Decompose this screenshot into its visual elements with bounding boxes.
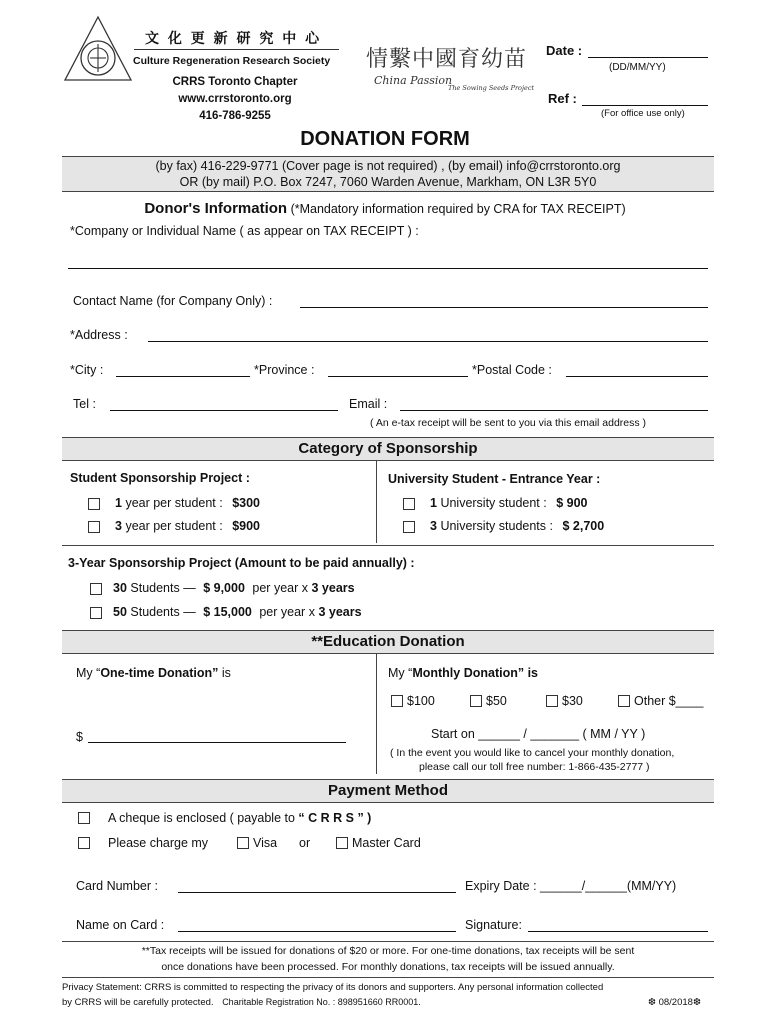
monthly-30-checkbox[interactable]	[546, 695, 558, 707]
student-sponsorship-heading: Student Sponsorship Project :	[70, 471, 250, 485]
project-logo-chinese: 情繫中國育幼苗	[366, 47, 528, 72]
signature-label: Signature:	[465, 918, 522, 932]
three-year-30-option	[113, 581, 355, 595]
postal-code-field[interactable]	[566, 376, 708, 377]
postal-code-label: *Postal Code :	[472, 363, 552, 377]
email-field[interactable]	[400, 410, 708, 411]
student-1-year-num: 1	[115, 496, 122, 510]
or-text: or	[299, 836, 311, 850]
education-band	[62, 630, 714, 654]
contact-band	[62, 156, 714, 192]
chapter-name: CRRS Toronto Chapter	[172, 76, 298, 88]
charge-card-checkbox[interactable]	[78, 837, 90, 849]
crrs-logo	[62, 14, 134, 84]
university-1-text: University student :	[440, 496, 547, 510]
privacy-text-2: by CRRS will be carefully protected.	[62, 997, 214, 1008]
monthly-50-checkbox[interactable]	[470, 695, 482, 707]
three-year-30-years: 3 years	[311, 581, 355, 595]
cheque-payee: “ C R R S ” )	[298, 811, 372, 825]
contact-line-1: (by fax) 416-229-9771 (Cover page is not required) , (by email) info@crrstoronto.org	[155, 159, 621, 173]
email-note: ( An e-tax receipt will be sent to you via this email address )	[370, 417, 647, 429]
name-on-card-field[interactable]	[178, 931, 456, 932]
one-time-prefix: My “	[76, 666, 101, 680]
footer-rule-top	[62, 941, 714, 942]
crrs-logo-icon	[62, 14, 134, 84]
three-year-50-option	[113, 605, 362, 619]
monthly-bold: Monthly Donation” is	[412, 666, 538, 680]
one-time-amount-field[interactable]	[88, 742, 346, 743]
monthly-other-label: Other $____	[634, 694, 704, 708]
name-on-card-label: Name on Card :	[76, 918, 165, 932]
ref-field[interactable]	[582, 105, 708, 106]
privacy-line-2	[62, 997, 421, 1008]
signature-field[interactable]	[528, 931, 708, 932]
card-number-label: Card Number :	[76, 879, 158, 893]
sponsorship-band	[62, 437, 714, 461]
sponsorship-divider	[376, 461, 377, 543]
monthly-start-date[interactable]: Start on ______ / _______ ( MM / YY )	[431, 727, 646, 741]
tax-note-1: **Tax receipts will be issued for donations of $20 or more. For one-time donations, tax receipts will be sent	[141, 945, 635, 957]
name-field[interactable]	[68, 268, 708, 269]
monthly-100-checkbox[interactable]	[391, 695, 403, 707]
sponsorship-rule	[62, 545, 714, 546]
card-number-field[interactable]	[178, 892, 456, 893]
university-1-option	[430, 496, 588, 510]
email-label: Email :	[349, 397, 388, 411]
payment-heading: Payment Method	[327, 782, 448, 799]
donor-heading-row	[0, 200, 770, 217]
tax-note-2: once donations have been processed. For monthly donations, tax receipts will be issued annually.	[161, 961, 615, 973]
monthly-100-label: $100	[407, 694, 435, 708]
one-time-amount-label: $	[76, 730, 83, 744]
project-logo	[366, 40, 535, 100]
city-field[interactable]	[116, 376, 250, 377]
three-year-30-num: 30	[113, 581, 127, 595]
one-time-bold: One-time Donation”	[100, 666, 219, 680]
student-1-year-amount: $300	[232, 496, 261, 510]
one-time-label	[76, 666, 231, 680]
date-field[interactable]	[588, 57, 708, 58]
cancel-note-2: please call our toll free number: 1-866-435-2777 )	[419, 761, 650, 773]
date-label: Date :	[546, 43, 583, 58]
university-heading: University Student - Entrance Year :	[388, 472, 601, 486]
three-year-50-years: 3 years	[318, 605, 362, 619]
chapter-website: www.crrstoronto.org	[178, 93, 292, 105]
student-3-year-option	[115, 519, 260, 533]
form-title: DONATION FORM	[300, 128, 470, 150]
visa-option[interactable]	[237, 836, 277, 850]
student-1-year-checkbox[interactable]	[88, 498, 100, 510]
monthly-label	[388, 666, 538, 680]
visa-label: Visa	[253, 836, 278, 850]
sponsorship-heading: Category of Sponsorship	[298, 440, 478, 457]
student-3-year-checkbox[interactable]	[88, 521, 100, 533]
university-1-amount: $ 900	[556, 496, 588, 510]
province-field[interactable]	[328, 376, 468, 377]
three-year-30-amount: $ 9,000	[203, 581, 245, 595]
project-logo-script: China Passion	[374, 74, 453, 87]
tel-label: Tel :	[73, 397, 96, 411]
payment-band	[62, 779, 714, 803]
student-1-year-text: year per student :	[125, 496, 223, 510]
monthly-other-option[interactable]	[618, 694, 704, 708]
university-3-num: 3	[430, 519, 437, 533]
visa-checkbox[interactable]	[237, 837, 249, 849]
monthly-other-checkbox[interactable]	[618, 695, 630, 707]
donor-heading: Donor's Information	[144, 200, 288, 217]
cheque-text: A cheque is enclosed ( payable to	[108, 811, 295, 825]
monthly-50-label: $50	[486, 694, 507, 708]
student-1-year-option	[115, 496, 260, 510]
mastercard-option[interactable]	[336, 836, 421, 850]
address-label: *Address :	[70, 328, 128, 342]
tel-field[interactable]	[110, 410, 338, 411]
three-year-30-students: Students —	[130, 581, 196, 595]
footer-rule-bottom	[62, 977, 714, 978]
form-version: ❆ 08/2018❆	[648, 997, 701, 1008]
address-field[interactable]	[148, 341, 708, 342]
contact-line-2: OR (by mail) P.O. Box 7247, 7060 Warden Avenue, Markham, ON L3R 5Y0	[179, 175, 597, 189]
university-3-option	[430, 519, 604, 533]
three-year-50-students: Students —	[130, 605, 196, 619]
cheque-checkbox[interactable]	[78, 812, 90, 824]
student-3-year-num: 3	[115, 519, 122, 533]
charge-card-text: Please charge my	[108, 836, 209, 850]
org-english-name: Culture Regeneration Research Society	[133, 55, 331, 67]
education-divider	[376, 654, 377, 774]
chapter-phone: 416-786-9255	[199, 110, 271, 122]
privacy-line-1: Privacy Statement: CRRS is committed to respecting the privacy of its donors and supporters. Any personal information collected	[62, 982, 604, 993]
university-1-checkbox[interactable]	[403, 498, 415, 510]
charitable-registration: Charitable Registration No. : 898951660 RR0001.	[222, 997, 421, 1007]
student-3-year-text: year per student :	[125, 519, 223, 533]
city-label: *City :	[70, 363, 104, 377]
university-3-text: University students :	[440, 519, 553, 533]
three-year-30-per: per year x	[252, 581, 308, 595]
donor-heading-note: (*Mandatory information required by CRA for TAX RECEIPT)	[290, 202, 626, 216]
date-hint: (DD/MM/YY)	[609, 62, 666, 73]
ref-hint: (For office use only)	[601, 108, 685, 119]
org-chinese-name: 文 化 更 新 研 究 中 心	[145, 31, 322, 47]
contact-name-field[interactable]	[300, 307, 708, 308]
university-3-amount: $ 2,700	[562, 519, 605, 533]
monthly-100-option[interactable]	[391, 694, 435, 708]
monthly-30-option[interactable]	[546, 694, 583, 708]
three-year-heading: 3-Year Sponsorship Project (Amount to be paid annually) :	[68, 556, 415, 570]
university-3-checkbox[interactable]	[403, 521, 415, 533]
three-year-50-amount: $ 15,000	[203, 605, 252, 619]
cheque-option	[108, 811, 371, 825]
monthly-prefix: My “	[388, 666, 413, 680]
mastercard-checkbox[interactable]	[336, 837, 348, 849]
project-logo-tagline: The Sowing Seeds Project	[448, 84, 535, 92]
one-time-suffix: is	[218, 666, 231, 680]
three-year-50-per: per year x	[259, 605, 315, 619]
contact-name-label: Contact Name (for Company Only) :	[73, 294, 273, 308]
three-year-50-checkbox[interactable]	[90, 607, 102, 619]
student-3-year-amount: $900	[232, 519, 261, 533]
three-year-30-checkbox[interactable]	[90, 583, 102, 595]
monthly-30-label: $30	[562, 694, 583, 708]
education-heading: **Education Donation	[311, 633, 465, 650]
province-label: *Province :	[254, 363, 315, 377]
cancel-note-1: ( In the event you would like to cancel your monthly donation,	[390, 747, 675, 759]
org-name-rule	[134, 49, 339, 50]
ref-label: Ref :	[548, 91, 577, 106]
mastercard-label: Master Card	[352, 836, 421, 850]
expiry-date-field[interactable]: Expiry Date : ______/______(MM/YY)	[465, 879, 677, 893]
monthly-50-option[interactable]	[470, 694, 507, 708]
three-year-50-num: 50	[113, 605, 127, 619]
name-label: *Company or Individual Name ( as appear on TAX RECEIPT ) :	[70, 224, 419, 238]
university-1-num: 1	[430, 496, 437, 510]
